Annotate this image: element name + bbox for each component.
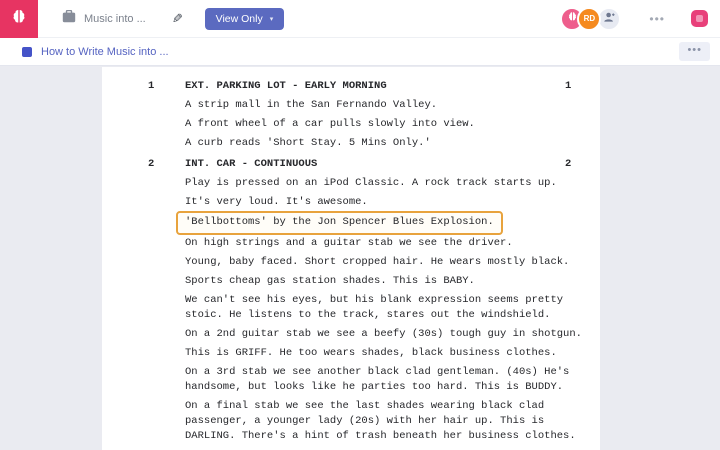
action-paragraph: Sports cheap gas station shades. This is BABY. — [185, 275, 475, 287]
add-person-icon — [603, 10, 615, 28]
action-block[interactable] — [185, 274, 587, 289]
action-paragraph: On a 3rd stab we see another black clad gentleman. (40s) He's handsome, but looks like he parties too hard. This is BUDDY. — [185, 366, 576, 393]
scene-number-left: 2 — [148, 158, 155, 170]
tab-bar — [0, 38, 720, 66]
highlighted-action[interactable]: 'Bellbottoms' by the Jon Spencer Blues Explosion. — [176, 211, 503, 235]
action-paragraph: On a 2nd guitar stab we see a beefy (30s) tough guy in shotgun. — [185, 328, 582, 340]
chevron-down-icon: ▾ — [269, 15, 274, 23]
view-only-label: View Only — [215, 12, 263, 25]
chat-icon[interactable] — [691, 10, 708, 27]
toolbar-more-icon[interactable]: ••• — [649, 11, 665, 26]
script-page — [102, 67, 600, 450]
action-paragraph: This is GRIFF. He too wears shades, black business clothes. — [185, 347, 557, 359]
view-only-button[interactable] — [205, 8, 285, 30]
toolbar-right-group — [560, 7, 720, 31]
action-block[interactable] — [185, 236, 587, 251]
document-title[interactable]: Music into ... — [84, 12, 146, 25]
action-block[interactable] — [185, 346, 587, 361]
scene-heading-row[interactable] — [148, 157, 587, 172]
scene-heading: EXT. PARKING LOT - EARLY MORNING — [185, 80, 387, 92]
action-paragraph: On high strings and a guitar stab we see the driver. — [185, 237, 513, 249]
action-block[interactable] — [185, 327, 587, 342]
tab-label: How to Write Music into ... — [41, 45, 169, 58]
action-block[interactable] — [185, 293, 587, 323]
document-meta — [62, 10, 146, 28]
action-paragraph: Play is pressed on an iPod Classic. A rock track starts up. — [185, 177, 557, 189]
script-tab-icon — [22, 47, 32, 57]
action-block[interactable] — [185, 117, 587, 132]
action-block[interactable] — [185, 136, 587, 151]
scene-heading: INT. CAR - CONTINUOUS — [185, 158, 318, 170]
action-paragraph: A strip mall in the San Fernando Valley. — [185, 99, 438, 111]
scene-number-right: 1 — [565, 80, 572, 92]
action-paragraph: It's very loud. It's awesome. — [185, 196, 368, 208]
editor-background — [0, 67, 720, 450]
scene-number-right: 2 — [565, 158, 572, 170]
scene-heading-row[interactable] — [148, 79, 587, 94]
avatar-user[interactable] — [577, 7, 601, 31]
briefcase-icon — [62, 10, 76, 28]
edit-pencil-icon[interactable]: ✎ — [171, 10, 183, 26]
action-block[interactable] — [185, 98, 587, 113]
tab-how-to-write-music[interactable] — [22, 46, 169, 58]
action-paragraph: On a final stab we see the last shades wearing black clad passenger, a younger lady (20s) with her hair up. This is DARLING. There's a hint of trash beneath her business clothes. — [185, 400, 576, 442]
action-block[interactable] — [185, 399, 587, 444]
top-toolbar — [0, 0, 720, 38]
action-block[interactable] — [185, 255, 587, 270]
scene-number-left: 1 — [148, 80, 155, 92]
action-paragraph: We can't see his eyes, but his blank expression seems pretty stoic. He listens to the track, stares out the windshield. — [185, 294, 570, 321]
action-block[interactable] — [185, 176, 587, 191]
action-block[interactable] — [185, 214, 587, 232]
action-block[interactable] — [185, 365, 587, 395]
avatar-initials: RD — [583, 14, 596, 23]
tab-more-button[interactable]: ••• — [679, 42, 710, 61]
action-paragraph: A curb reads 'Short Stay. 5 Mins Only.' — [185, 137, 431, 149]
action-paragraph: Young, baby faced. Short cropped hair. He wears mostly black. — [185, 256, 570, 268]
action-paragraph: A front wheel of a car pulls slowly into view. — [185, 118, 475, 130]
brain-icon — [9, 7, 29, 31]
app-logo[interactable] — [0, 0, 38, 38]
action-block[interactable] — [185, 195, 587, 210]
